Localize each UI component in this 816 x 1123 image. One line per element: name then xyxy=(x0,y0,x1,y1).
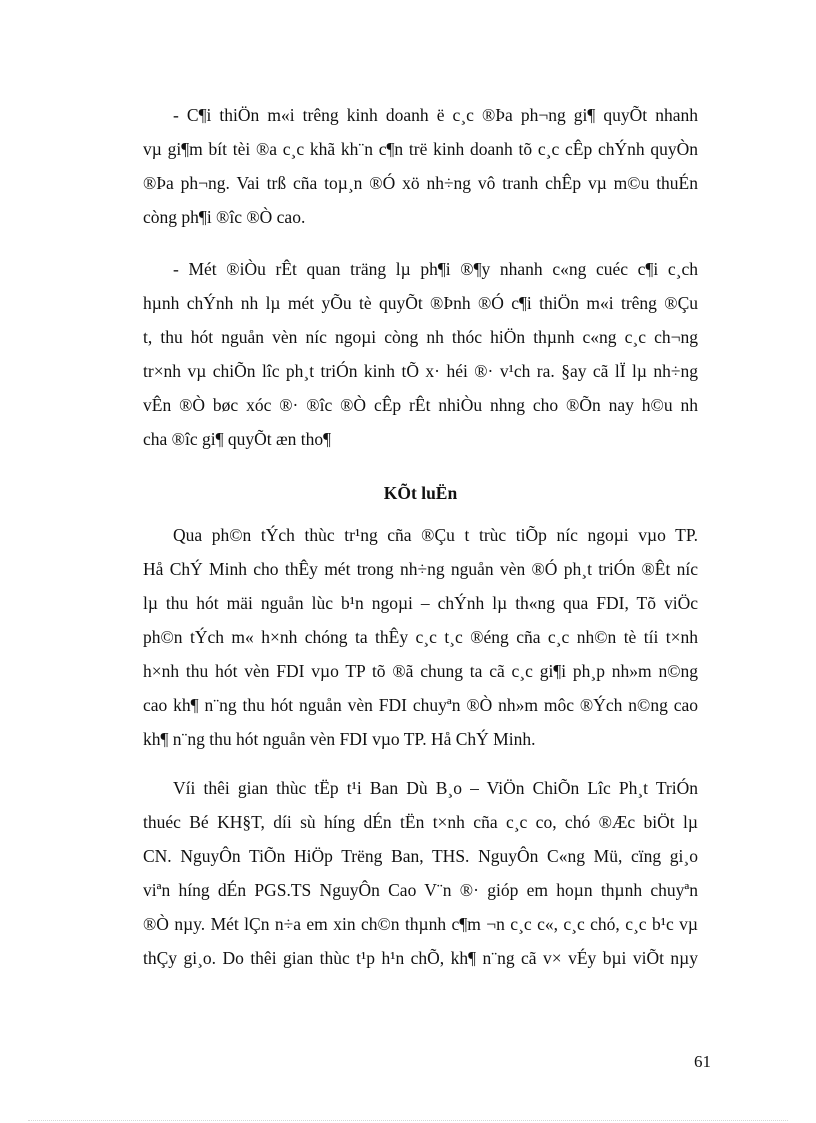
paragraph-line: - Mét ®iÒu rÊt quan träng lµ ph¶i ®¶y nhanh c«ng cuéc c¶i c¸ch xyxy=(173,259,698,279)
paragraph-line: ®Þa ph¬ng. Vai trß cña toµ¸n ®Ó xö nh÷ng vô tranh chÊp vµ m©u thuÉn xyxy=(143,173,698,193)
paragraph-1 xyxy=(143,98,698,234)
paragraph-line: kh¶ n¨ng thu hót nguån vèn FDI vµo TP. Hå ChÝ Minh. xyxy=(143,729,536,749)
paragraph-line: thÇy gi¸o. Do thêi gian thùc t¹p h¹n chÕ, kh¶ n¨ng cã v× vÉy bµi viÕt nµy xyxy=(143,948,698,968)
paragraph-line: viªn híng dÉn PGS.TS NguyÔn Cao V¨n ®· gióp em hoµn thµnh chuyªn xyxy=(143,880,698,900)
paragraph-3 xyxy=(143,518,698,756)
paragraph-line: Víi thêi gian thùc tËp t¹i Ban Dù B¸o – ViÖn ChiÕn Lîc Ph¸t TriÓn xyxy=(173,778,698,798)
paragraph-line: vµ gi¶m bít tèi ®a c¸c khã kh¨n c¶n trë kinh doanh tõ c¸c cÊp chÝnh quyÒn xyxy=(143,139,698,159)
paragraph-line: h×nh thu hót vèn FDI vµo TP tõ ®ã chung ta cã c¸c gi¶i ph¸p nh»m n©ng xyxy=(143,661,698,681)
paragraph-line: cao kh¶ n¨ng thu hót nguån vèn FDI chuyªn ®Ò nh»m môc ®Ých n©ng cao xyxy=(143,695,698,715)
paragraph-line: lµ thu hót mäi nguån lùc b¹n ngoµi – chÝnh lµ th«ng qua FDI, Tõ viÖc xyxy=(143,593,698,613)
paragraph-line: vÊn ®Ò bøc xóc ®· ®îc ®Ò cÊp rÊt nhiÒu nhng cho ®Õn nay h©u nh xyxy=(143,395,698,415)
paragraph-line: tr×nh vµ chiÕn lîc ph¸t triÓn kinh tÕ x· héi ®· v¹ch ra. §ay cã lÏ lµ nh÷ng xyxy=(143,361,698,381)
paragraph-line: t, thu hót nguån vèn níc ngoµi còng nh thóc hiÖn thµnh c«ng c¸c ch¬ng xyxy=(143,327,698,347)
page-number: 61 xyxy=(694,1052,711,1071)
paragraph-line: ®Ò nµy. Mét lÇn n÷a em xin ch©n thµnh c¶m ¬n c¸c c«, c¸c chó, c¸c b¹c vµ xyxy=(143,914,698,934)
paragraph-line: - C¶i thiÖn m«i trêng kinh doanh ë c¸c ®Þa ph¬ng gi¶ quyÕt nhanh xyxy=(173,105,698,125)
footer-divider xyxy=(28,1120,788,1121)
paragraph-line: Qua ph©n tÝch thùc tr¹ng cña ®Çu t trùc tiÕp níc ngoµi vµo TP. xyxy=(173,525,698,545)
paragraph-line: cha ®îc gi¶ quyÕt æn tho¶ xyxy=(143,429,332,449)
paragraph-line: còng ph¶i ®îc ®Ò cao. xyxy=(143,207,306,227)
paragraph-4 xyxy=(143,771,698,975)
paragraph-2 xyxy=(143,252,698,456)
paragraph-line: Hå ChÝ Minh cho thÊy mét trong nh÷ng nguån vèn ®Ó ph¸t triÓn ®Êt níc xyxy=(143,559,698,579)
paragraph-line: hµnh chÝnh nh lµ mét yÕu tè quyÕt ®Þnh ®Ó c¶i thiÖn m«i trêng ®Çu xyxy=(143,293,698,313)
paragraph-line: ph©n tÝch m« h×nh chóng ta thÊy c¸c t¸c ®éng cña c¸c nh©n tè tíi t×nh xyxy=(143,627,698,647)
paragraph-line: thuéc Bé KH§T, díi sù híng dÉn tËn t×nh cña c¸c co, chó ®Æc biÖt lµ xyxy=(143,812,698,832)
paragraph-line: CN. NguyÔn TiÕn HiÖp Trëng Ban, THS. NguyÔn C«ng Mü, cïng gi¸o xyxy=(143,846,698,866)
section-heading: KÕt luËn xyxy=(383,483,458,503)
